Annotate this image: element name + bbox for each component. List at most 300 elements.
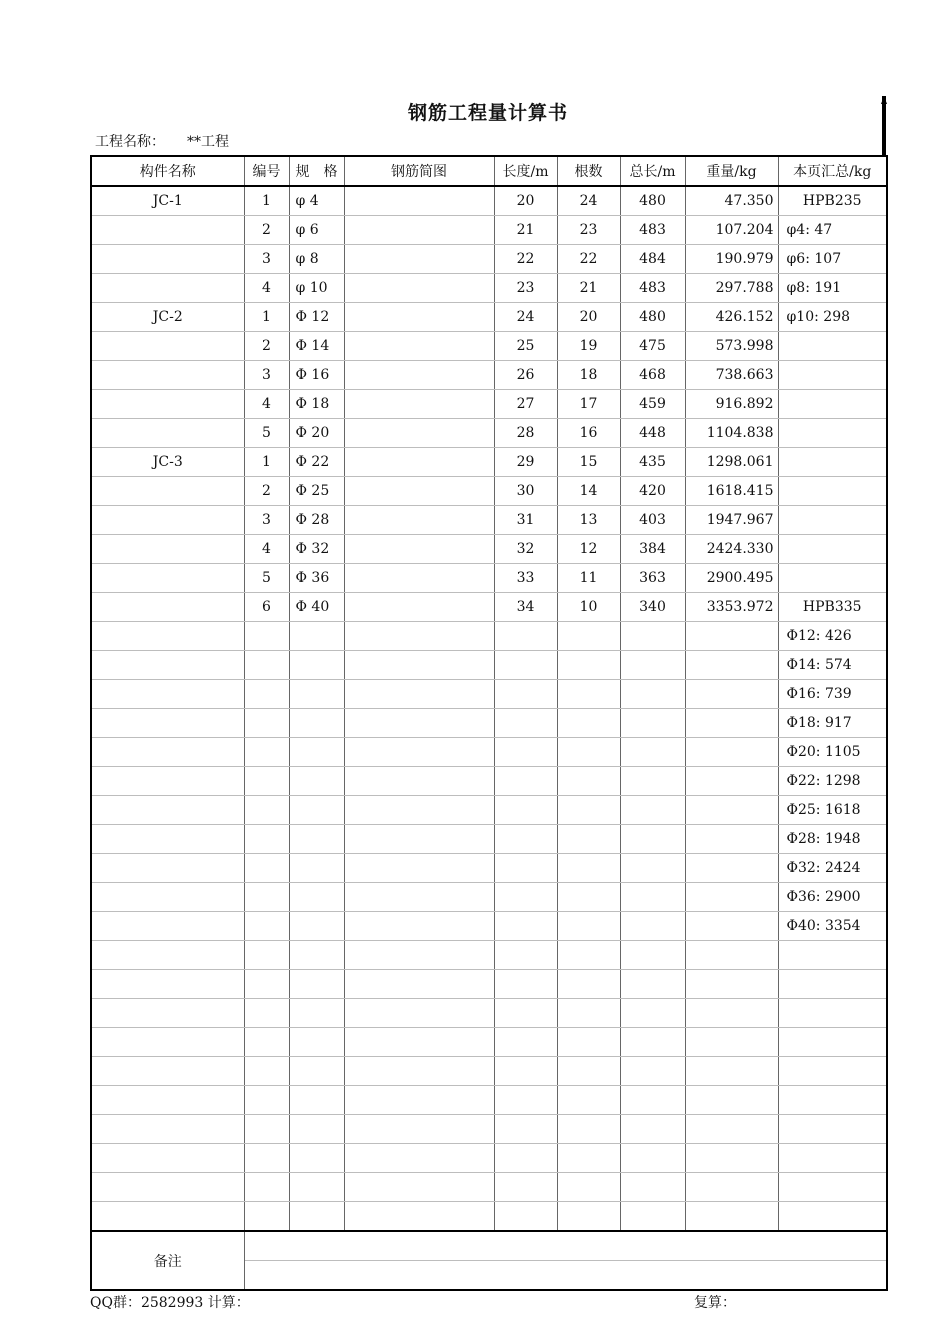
spec-cell[interactable] xyxy=(289,767,344,796)
number-cell[interactable]: 2 xyxy=(244,477,289,506)
summary-cell[interactable] xyxy=(778,970,887,999)
number-cell[interactable]: 2 xyxy=(244,332,289,361)
summary-cell[interactable] xyxy=(778,999,887,1028)
length-cell[interactable] xyxy=(494,999,557,1028)
summary-cell[interactable]: HPB235 xyxy=(778,186,887,216)
spec-cell[interactable] xyxy=(289,738,344,767)
diagram-cell[interactable] xyxy=(344,680,494,709)
spec-cell[interactable] xyxy=(289,1173,344,1202)
summary-cell[interactable]: Φ14: 574 xyxy=(778,651,887,680)
member-name-cell[interactable] xyxy=(91,796,244,825)
count-cell[interactable]: 13 xyxy=(557,506,620,535)
weight-cell[interactable] xyxy=(685,825,778,854)
length-cell[interactable] xyxy=(494,1028,557,1057)
diagram-cell[interactable] xyxy=(344,912,494,941)
number-cell[interactable] xyxy=(244,1115,289,1144)
total-length-cell[interactable] xyxy=(620,1173,685,1202)
summary-cell[interactable]: Φ40: 3354 xyxy=(778,912,887,941)
weight-cell[interactable] xyxy=(685,970,778,999)
length-cell[interactable] xyxy=(494,1115,557,1144)
number-cell[interactable] xyxy=(244,970,289,999)
spec-cell[interactable] xyxy=(289,1115,344,1144)
count-cell[interactable]: 19 xyxy=(557,332,620,361)
member-name-cell[interactable]: JC-3 xyxy=(91,448,244,477)
diagram-cell[interactable] xyxy=(344,332,494,361)
total-length-cell[interactable] xyxy=(620,796,685,825)
length-cell[interactable] xyxy=(494,1202,557,1232)
count-cell[interactable] xyxy=(557,1086,620,1115)
count-cell[interactable]: 16 xyxy=(557,419,620,448)
weight-cell[interactable]: 1298.061 xyxy=(685,448,778,477)
summary-cell[interactable] xyxy=(778,361,887,390)
length-cell[interactable]: 34 xyxy=(494,593,557,622)
summary-cell[interactable] xyxy=(778,1057,887,1086)
count-cell[interactable] xyxy=(557,651,620,680)
diagram-cell[interactable] xyxy=(344,941,494,970)
length-cell[interactable] xyxy=(494,767,557,796)
number-cell[interactable] xyxy=(244,1144,289,1173)
spec-cell[interactable] xyxy=(289,796,344,825)
summary-cell[interactable]: Φ20: 1105 xyxy=(778,738,887,767)
member-name-cell[interactable] xyxy=(91,883,244,912)
diagram-cell[interactable] xyxy=(344,506,494,535)
number-cell[interactable]: 1 xyxy=(244,448,289,477)
count-cell[interactable] xyxy=(557,622,620,651)
total-length-cell[interactable]: 483 xyxy=(620,216,685,245)
diagram-cell[interactable] xyxy=(344,593,494,622)
weight-cell[interactable] xyxy=(685,738,778,767)
spec-cell[interactable] xyxy=(289,709,344,738)
member-name-cell[interactable] xyxy=(91,854,244,883)
member-name-cell[interactable] xyxy=(91,622,244,651)
spec-cell[interactable]: Φ 16 xyxy=(289,361,344,390)
diagram-cell[interactable] xyxy=(344,419,494,448)
weight-cell[interactable] xyxy=(685,854,778,883)
diagram-cell[interactable] xyxy=(344,854,494,883)
spec-cell[interactable]: Φ 40 xyxy=(289,593,344,622)
diagram-cell[interactable] xyxy=(344,999,494,1028)
total-length-cell[interactable] xyxy=(620,912,685,941)
count-cell[interactable] xyxy=(557,1173,620,1202)
member-name-cell[interactable] xyxy=(91,506,244,535)
diagram-cell[interactable] xyxy=(344,216,494,245)
total-length-cell[interactable]: 459 xyxy=(620,390,685,419)
number-cell[interactable]: 3 xyxy=(244,245,289,274)
summary-cell[interactable] xyxy=(778,1115,887,1144)
spec-cell[interactable] xyxy=(289,622,344,651)
spec-cell[interactable] xyxy=(289,970,344,999)
length-cell[interactable] xyxy=(494,651,557,680)
total-length-cell[interactable] xyxy=(620,622,685,651)
total-length-cell[interactable]: 435 xyxy=(620,448,685,477)
count-cell[interactable]: 10 xyxy=(557,593,620,622)
length-cell[interactable] xyxy=(494,883,557,912)
diagram-cell[interactable] xyxy=(344,825,494,854)
count-cell[interactable]: 18 xyxy=(557,361,620,390)
count-cell[interactable]: 17 xyxy=(557,390,620,419)
total-length-cell[interactable] xyxy=(620,709,685,738)
member-name-cell[interactable] xyxy=(91,999,244,1028)
member-name-cell[interactable] xyxy=(91,564,244,593)
count-cell[interactable] xyxy=(557,912,620,941)
summary-cell[interactable] xyxy=(778,1173,887,1202)
count-cell[interactable] xyxy=(557,999,620,1028)
weight-cell[interactable] xyxy=(685,767,778,796)
total-length-cell[interactable]: 340 xyxy=(620,593,685,622)
diagram-cell[interactable] xyxy=(344,361,494,390)
summary-cell[interactable] xyxy=(778,564,887,593)
number-cell[interactable]: 4 xyxy=(244,390,289,419)
count-cell[interactable] xyxy=(557,970,620,999)
weight-cell[interactable] xyxy=(685,1057,778,1086)
weight-cell[interactable] xyxy=(685,1115,778,1144)
total-length-cell[interactable]: 468 xyxy=(620,361,685,390)
length-cell[interactable] xyxy=(494,738,557,767)
diagram-cell[interactable] xyxy=(344,535,494,564)
total-length-cell[interactable] xyxy=(620,825,685,854)
number-cell[interactable] xyxy=(244,1173,289,1202)
length-cell[interactable]: 31 xyxy=(494,506,557,535)
spec-cell[interactable]: Φ 20 xyxy=(289,419,344,448)
count-cell[interactable] xyxy=(557,796,620,825)
diagram-cell[interactable] xyxy=(344,1115,494,1144)
number-cell[interactable] xyxy=(244,651,289,680)
diagram-cell[interactable] xyxy=(344,564,494,593)
number-cell[interactable]: 1 xyxy=(244,303,289,332)
length-cell[interactable]: 25 xyxy=(494,332,557,361)
summary-cell[interactable]: HPB335 xyxy=(778,593,887,622)
spec-cell[interactable] xyxy=(289,1057,344,1086)
length-cell[interactable] xyxy=(494,854,557,883)
summary-cell[interactable]: φ4: 47 xyxy=(778,216,887,245)
total-length-cell[interactable]: 448 xyxy=(620,419,685,448)
number-cell[interactable] xyxy=(244,1028,289,1057)
count-cell[interactable] xyxy=(557,738,620,767)
weight-cell[interactable] xyxy=(685,999,778,1028)
spec-cell[interactable]: Φ 12 xyxy=(289,303,344,332)
total-length-cell[interactable]: 483 xyxy=(620,274,685,303)
length-cell[interactable]: 30 xyxy=(494,477,557,506)
diagram-cell[interactable] xyxy=(344,651,494,680)
summary-cell[interactable]: Φ36: 2900 xyxy=(778,883,887,912)
spec-cell[interactable] xyxy=(289,1086,344,1115)
count-cell[interactable] xyxy=(557,1028,620,1057)
summary-cell[interactable]: Φ18: 917 xyxy=(778,709,887,738)
spec-cell[interactable] xyxy=(289,1202,344,1232)
number-cell[interactable] xyxy=(244,1057,289,1086)
number-cell[interactable]: 2 xyxy=(244,216,289,245)
spec-cell[interactable] xyxy=(289,1144,344,1173)
diagram-cell[interactable] xyxy=(344,796,494,825)
member-name-cell[interactable] xyxy=(91,709,244,738)
spec-cell[interactable]: φ 4 xyxy=(289,186,344,216)
member-name-cell[interactable] xyxy=(91,593,244,622)
spec-cell[interactable]: Φ 28 xyxy=(289,506,344,535)
summary-cell[interactable]: Φ32: 2424 xyxy=(778,854,887,883)
weight-cell[interactable]: 916.892 xyxy=(685,390,778,419)
weight-cell[interactable]: 738.663 xyxy=(685,361,778,390)
number-cell[interactable] xyxy=(244,796,289,825)
total-length-cell[interactable]: 363 xyxy=(620,564,685,593)
member-name-cell[interactable] xyxy=(91,274,244,303)
number-cell[interactable]: 3 xyxy=(244,361,289,390)
total-length-cell[interactable] xyxy=(620,1057,685,1086)
length-cell[interactable] xyxy=(494,941,557,970)
number-cell[interactable] xyxy=(244,1202,289,1232)
count-cell[interactable] xyxy=(557,883,620,912)
length-cell[interactable] xyxy=(494,970,557,999)
length-cell[interactable] xyxy=(494,1086,557,1115)
diagram-cell[interactable] xyxy=(344,303,494,332)
summary-cell[interactable]: Φ28: 1948 xyxy=(778,825,887,854)
weight-cell[interactable] xyxy=(685,796,778,825)
weight-cell[interactable] xyxy=(685,883,778,912)
number-cell[interactable]: 5 xyxy=(244,419,289,448)
diagram-cell[interactable] xyxy=(344,1057,494,1086)
length-cell[interactable]: 20 xyxy=(494,186,557,216)
summary-cell[interactable] xyxy=(778,332,887,361)
weight-cell[interactable]: 1104.838 xyxy=(685,419,778,448)
member-name-cell[interactable] xyxy=(91,970,244,999)
member-name-cell[interactable] xyxy=(91,651,244,680)
weight-cell[interactable] xyxy=(685,622,778,651)
count-cell[interactable]: 14 xyxy=(557,477,620,506)
summary-cell[interactable] xyxy=(778,506,887,535)
number-cell[interactable] xyxy=(244,1086,289,1115)
number-cell[interactable] xyxy=(244,622,289,651)
weight-cell[interactable] xyxy=(685,1173,778,1202)
total-length-cell[interactable]: 480 xyxy=(620,303,685,332)
weight-cell[interactable]: 1947.967 xyxy=(685,506,778,535)
length-cell[interactable]: 21 xyxy=(494,216,557,245)
remark-line-2[interactable] xyxy=(244,1261,887,1291)
total-length-cell[interactable] xyxy=(620,1115,685,1144)
summary-cell[interactable]: φ8: 191 xyxy=(778,274,887,303)
member-name-cell[interactable] xyxy=(91,419,244,448)
total-length-cell[interactable]: 403 xyxy=(620,506,685,535)
weight-cell[interactable]: 426.152 xyxy=(685,303,778,332)
diagram-cell[interactable] xyxy=(344,1202,494,1232)
spec-cell[interactable]: φ 6 xyxy=(289,216,344,245)
spec-cell[interactable] xyxy=(289,883,344,912)
total-length-cell[interactable]: 484 xyxy=(620,245,685,274)
member-name-cell[interactable] xyxy=(91,535,244,564)
length-cell[interactable] xyxy=(494,622,557,651)
weight-cell[interactable]: 3353.972 xyxy=(685,593,778,622)
summary-cell[interactable]: φ10: 298 xyxy=(778,303,887,332)
length-cell[interactable] xyxy=(494,1144,557,1173)
spec-cell[interactable] xyxy=(289,854,344,883)
count-cell[interactable] xyxy=(557,825,620,854)
total-length-cell[interactable] xyxy=(620,1086,685,1115)
spec-cell[interactable] xyxy=(289,680,344,709)
weight-cell[interactable] xyxy=(685,1028,778,1057)
number-cell[interactable] xyxy=(244,709,289,738)
diagram-cell[interactable] xyxy=(344,970,494,999)
diagram-cell[interactable] xyxy=(344,767,494,796)
length-cell[interactable]: 22 xyxy=(494,245,557,274)
spec-cell[interactable]: Φ 25 xyxy=(289,477,344,506)
summary-cell[interactable] xyxy=(778,1086,887,1115)
member-name-cell[interactable] xyxy=(91,912,244,941)
total-length-cell[interactable]: 475 xyxy=(620,332,685,361)
total-length-cell[interactable] xyxy=(620,1144,685,1173)
member-name-cell[interactable]: JC-2 xyxy=(91,303,244,332)
diagram-cell[interactable] xyxy=(344,477,494,506)
spec-cell[interactable]: Φ 18 xyxy=(289,390,344,419)
weight-cell[interactable]: 2900.495 xyxy=(685,564,778,593)
member-name-cell[interactable] xyxy=(91,245,244,274)
spec-cell[interactable] xyxy=(289,912,344,941)
member-name-cell[interactable] xyxy=(91,1144,244,1173)
number-cell[interactable] xyxy=(244,738,289,767)
member-name-cell[interactable] xyxy=(91,1115,244,1144)
length-cell[interactable] xyxy=(494,680,557,709)
number-cell[interactable]: 4 xyxy=(244,535,289,564)
length-cell[interactable]: 24 xyxy=(494,303,557,332)
number-cell[interactable] xyxy=(244,767,289,796)
weight-cell[interactable] xyxy=(685,1144,778,1173)
total-length-cell[interactable] xyxy=(620,970,685,999)
length-cell[interactable] xyxy=(494,796,557,825)
member-name-cell[interactable] xyxy=(91,1202,244,1232)
weight-cell[interactable]: 47.350 xyxy=(685,186,778,216)
diagram-cell[interactable] xyxy=(344,390,494,419)
length-cell[interactable]: 23 xyxy=(494,274,557,303)
total-length-cell[interactable] xyxy=(620,999,685,1028)
member-name-cell[interactable] xyxy=(91,361,244,390)
summary-cell[interactable]: Φ22: 1298 xyxy=(778,767,887,796)
summary-cell[interactable]: Φ16: 739 xyxy=(778,680,887,709)
count-cell[interactable] xyxy=(557,680,620,709)
spec-cell[interactable]: Φ 14 xyxy=(289,332,344,361)
spec-cell[interactable] xyxy=(289,941,344,970)
total-length-cell[interactable]: 384 xyxy=(620,535,685,564)
weight-cell[interactable]: 297.788 xyxy=(685,274,778,303)
total-length-cell[interactable]: 420 xyxy=(620,477,685,506)
total-length-cell[interactable] xyxy=(620,651,685,680)
weight-cell[interactable] xyxy=(685,680,778,709)
diagram-cell[interactable] xyxy=(344,274,494,303)
count-cell[interactable]: 23 xyxy=(557,216,620,245)
weight-cell[interactable] xyxy=(685,1086,778,1115)
member-name-cell[interactable] xyxy=(91,825,244,854)
length-cell[interactable]: 28 xyxy=(494,419,557,448)
member-name-cell[interactable] xyxy=(91,1173,244,1202)
length-cell[interactable] xyxy=(494,825,557,854)
remark-line-1[interactable] xyxy=(244,1231,887,1261)
length-cell[interactable] xyxy=(494,1173,557,1202)
diagram-cell[interactable] xyxy=(344,709,494,738)
spec-cell[interactable] xyxy=(289,1028,344,1057)
length-cell[interactable]: 29 xyxy=(494,448,557,477)
diagram-cell[interactable] xyxy=(344,1144,494,1173)
number-cell[interactable] xyxy=(244,883,289,912)
diagram-cell[interactable] xyxy=(344,883,494,912)
diagram-cell[interactable] xyxy=(344,622,494,651)
length-cell[interactable]: 27 xyxy=(494,390,557,419)
number-cell[interactable] xyxy=(244,854,289,883)
weight-cell[interactable]: 1618.415 xyxy=(685,477,778,506)
spec-cell[interactable] xyxy=(289,999,344,1028)
spec-cell[interactable]: φ 10 xyxy=(289,274,344,303)
count-cell[interactable]: 22 xyxy=(557,245,620,274)
total-length-cell[interactable] xyxy=(620,941,685,970)
summary-cell[interactable] xyxy=(778,448,887,477)
member-name-cell[interactable] xyxy=(91,332,244,361)
total-length-cell[interactable] xyxy=(620,1202,685,1232)
summary-cell[interactable] xyxy=(778,1202,887,1232)
member-name-cell[interactable] xyxy=(91,941,244,970)
length-cell[interactable]: 26 xyxy=(494,361,557,390)
number-cell[interactable] xyxy=(244,912,289,941)
length-cell[interactable] xyxy=(494,709,557,738)
spec-cell[interactable]: Φ 22 xyxy=(289,448,344,477)
total-length-cell[interactable] xyxy=(620,767,685,796)
member-name-cell[interactable] xyxy=(91,680,244,709)
summary-cell[interactable] xyxy=(778,419,887,448)
count-cell[interactable] xyxy=(557,1115,620,1144)
count-cell[interactable] xyxy=(557,941,620,970)
count-cell[interactable] xyxy=(557,1202,620,1232)
diagram-cell[interactable] xyxy=(344,1028,494,1057)
weight-cell[interactable]: 2424.330 xyxy=(685,535,778,564)
summary-cell[interactable]: Φ12: 426 xyxy=(778,622,887,651)
summary-cell[interactable] xyxy=(778,1144,887,1173)
number-cell[interactable]: 4 xyxy=(244,274,289,303)
total-length-cell[interactable]: 480 xyxy=(620,186,685,216)
spec-cell[interactable] xyxy=(289,825,344,854)
member-name-cell[interactable] xyxy=(91,390,244,419)
weight-cell[interactable] xyxy=(685,709,778,738)
member-name-cell[interactable] xyxy=(91,767,244,796)
member-name-cell[interactable] xyxy=(91,216,244,245)
count-cell[interactable]: 20 xyxy=(557,303,620,332)
member-name-cell[interactable] xyxy=(91,477,244,506)
number-cell[interactable]: 6 xyxy=(244,593,289,622)
count-cell[interactable] xyxy=(557,709,620,738)
number-cell[interactable]: 5 xyxy=(244,564,289,593)
total-length-cell[interactable] xyxy=(620,738,685,767)
spec-cell[interactable]: φ 8 xyxy=(289,245,344,274)
summary-cell[interactable] xyxy=(778,941,887,970)
member-name-cell[interactable] xyxy=(91,1028,244,1057)
count-cell[interactable] xyxy=(557,767,620,796)
count-cell[interactable]: 21 xyxy=(557,274,620,303)
diagram-cell[interactable] xyxy=(344,245,494,274)
length-cell[interactable]: 32 xyxy=(494,535,557,564)
total-length-cell[interactable] xyxy=(620,680,685,709)
total-length-cell[interactable] xyxy=(620,883,685,912)
diagram-cell[interactable] xyxy=(344,738,494,767)
spec-cell[interactable]: Φ 32 xyxy=(289,535,344,564)
member-name-cell[interactable] xyxy=(91,738,244,767)
weight-cell[interactable] xyxy=(685,651,778,680)
weight-cell[interactable] xyxy=(685,941,778,970)
diagram-cell[interactable] xyxy=(344,448,494,477)
diagram-cell[interactable] xyxy=(344,1086,494,1115)
number-cell[interactable] xyxy=(244,999,289,1028)
summary-cell[interactable] xyxy=(778,1028,887,1057)
summary-cell[interactable] xyxy=(778,535,887,564)
count-cell[interactable] xyxy=(557,1057,620,1086)
member-name-cell[interactable]: JC-1 xyxy=(91,186,244,216)
number-cell[interactable]: 3 xyxy=(244,506,289,535)
length-cell[interactable] xyxy=(494,1057,557,1086)
count-cell[interactable] xyxy=(557,1144,620,1173)
summary-cell[interactable] xyxy=(778,390,887,419)
length-cell[interactable]: 33 xyxy=(494,564,557,593)
